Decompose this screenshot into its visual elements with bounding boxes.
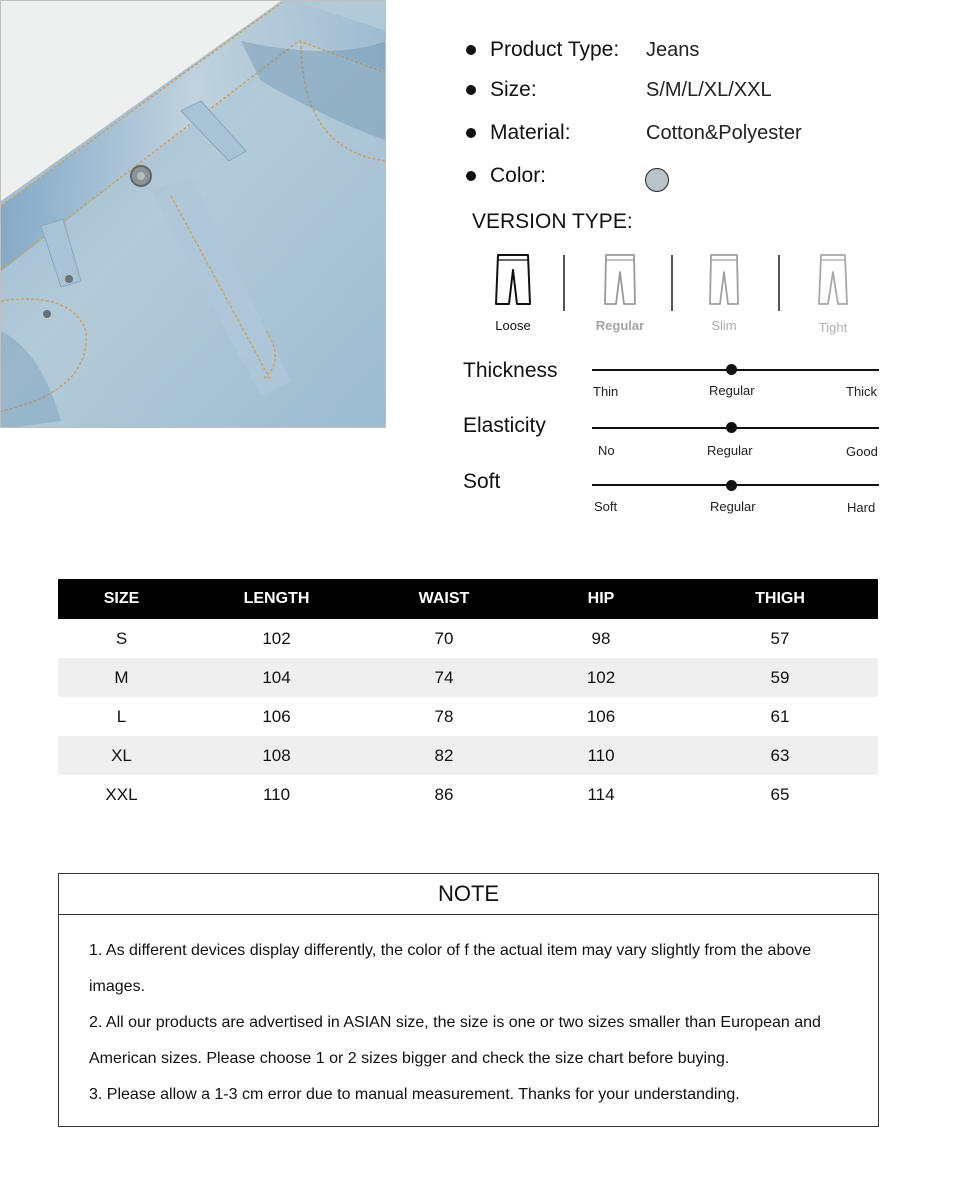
table-row: [58, 697, 878, 736]
cell-thigh: 63: [682, 736, 878, 775]
divider: [778, 255, 780, 311]
spec-color: [466, 161, 546, 191]
cell-hip: 98: [591, 628, 611, 648]
table-header-row: [58, 579, 878, 619]
cell-hip: 114: [587, 784, 615, 804]
note-item: 3. Please allow a 1-3 cm error due to manual measurement. Thanks for your understanding.: [89, 1086, 740, 1103]
thickness-title: Thickness: [463, 359, 558, 382]
pants-loose-icon: [493, 252, 533, 308]
table-row: [58, 775, 878, 814]
note-item: 2. All our products are advertised in ASIAN size, the size is one or two sizes smaller than European and American sizes. Please choose 1 or 2 sizes bigger and check the size chart before buying.: [89, 1014, 821, 1067]
cell-length: 108: [185, 736, 368, 775]
cell-hip: 106: [586, 706, 616, 726]
pants-tight-icon: [813, 252, 853, 308]
cell-waist: 70: [434, 628, 454, 648]
cell-hip: 110: [520, 736, 682, 775]
thickness-left-label: Thin: [593, 384, 619, 399]
table-row: [58, 619, 878, 658]
bullet-icon: [466, 171, 476, 181]
cell-size: M: [58, 658, 185, 697]
cell-hip: 102: [520, 658, 682, 697]
note-item: 1. As different devices display differently, the color of f the actual item may vary slightly from the above images.: [89, 942, 812, 995]
size-chart-table: [58, 579, 878, 814]
cell-length: 106: [262, 706, 291, 726]
cell-length: 102: [262, 628, 291, 648]
version-type-title: VERSION TYPE:: [472, 210, 633, 233]
header-size: SIZE: [58, 579, 185, 619]
cell-thigh: 61: [770, 706, 790, 726]
color-swatch: [645, 168, 669, 192]
soft-left-label: Soft: [594, 499, 618, 514]
cell-size: XXL: [105, 784, 138, 804]
cell-thigh: 59: [682, 658, 878, 697]
header-hip: HIP: [520, 579, 682, 619]
spec-size: [466, 75, 537, 105]
spec-product-type: [466, 35, 619, 65]
cell-length: 104: [185, 658, 368, 697]
material-label: Material:: [490, 121, 571, 144]
size-value: S/M/L/XL/XXL: [646, 78, 772, 101]
product-photo: [0, 0, 386, 428]
soft-scale-dot: [726, 480, 737, 491]
soft-title: Soft: [463, 470, 501, 493]
version-slim: [679, 252, 769, 333]
thickness-middle-label: Regular: [709, 383, 755, 398]
cell-waist: 74: [368, 658, 520, 697]
cell-size: XL: [58, 736, 185, 775]
spec-material: [466, 118, 571, 148]
bullet-icon: [466, 45, 476, 55]
version-label: Regular: [595, 318, 645, 333]
cell-waist: 86: [434, 784, 454, 804]
table-row: [58, 658, 878, 697]
cell-size: L: [116, 706, 127, 726]
cell-thigh: 65: [770, 784, 790, 804]
header-thigh: THIGH: [682, 579, 878, 619]
color-label: Color:: [490, 164, 547, 187]
thickness-scale-dot: [726, 364, 737, 375]
cell-waist: 82: [368, 736, 520, 775]
table-row: [58, 736, 878, 775]
version-label: Slim: [711, 318, 737, 333]
cell-length: 110: [262, 784, 291, 804]
elasticity-scale-dot: [726, 422, 737, 433]
header-waist: WAIST: [368, 579, 520, 619]
soft-right-label: Hard: [847, 500, 876, 515]
divider: [671, 255, 673, 311]
pants-slim-icon: [704, 252, 744, 308]
note-body: [59, 915, 878, 1113]
size-label: Size:: [490, 78, 537, 101]
version-tight: [788, 252, 878, 335]
divider: [563, 255, 565, 311]
thickness-right-label: Thick: [846, 384, 878, 399]
version-loose: [468, 252, 558, 333]
version-label: Tight: [818, 320, 848, 335]
product-type-label: Product Type:: [490, 38, 620, 61]
cell-thigh: 57: [770, 628, 790, 648]
product-type-value: Jeans: [646, 38, 700, 61]
material-value: Cotton&Polyester: [646, 121, 802, 144]
elasticity-title: Elasticity: [463, 414, 546, 437]
cell-waist: 78: [434, 706, 454, 726]
version-regular: [575, 252, 665, 333]
note-title: NOTE: [59, 874, 878, 915]
header-length: LENGTH: [185, 579, 368, 619]
elasticity-middle-label: Regular: [707, 443, 753, 458]
bullet-icon: [466, 85, 476, 95]
elasticity-right-label: Good: [846, 444, 878, 459]
elasticity-left-label: No: [598, 443, 615, 458]
soft-middle-label: Regular: [710, 499, 756, 514]
version-label: Loose: [495, 318, 531, 333]
bullet-icon: [466, 128, 476, 138]
pants-regular-icon: [600, 252, 640, 308]
note-box: [58, 873, 879, 1127]
cell-size: S: [115, 628, 128, 648]
